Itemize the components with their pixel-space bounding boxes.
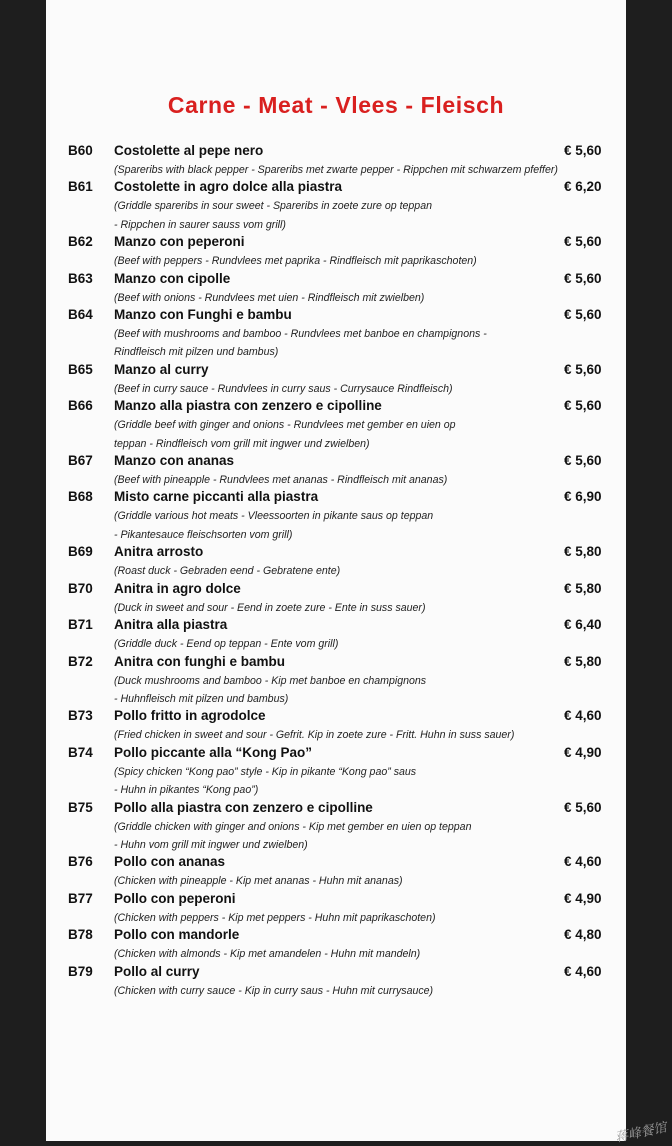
item-code: B79 <box>68 963 93 979</box>
item-price: € 5,60 <box>564 799 602 815</box>
item-price: € 4,60 <box>564 854 602 870</box>
menu-item-header <box>46 234 626 252</box>
menu-item-header <box>46 307 626 325</box>
item-name: Manzo con ananas <box>114 453 235 469</box>
item-price: € 5,80 <box>564 580 602 596</box>
item-name: Manzo con cipolle <box>114 270 231 286</box>
item-price: € 6,40 <box>564 617 602 633</box>
menu-item-header <box>46 398 626 416</box>
item-code: B74 <box>68 744 93 760</box>
menu-item <box>46 362 626 398</box>
item-code: B67 <box>68 453 93 469</box>
item-price: € 5,60 <box>564 234 602 250</box>
menu-item <box>46 234 626 270</box>
menu-item <box>46 453 626 489</box>
item-description: (Beef with mushrooms and bamboo - Rundvlees met banboe en champignons - Rindfleisch mit pilzen und bambus) <box>114 328 487 359</box>
item-code: B65 <box>68 361 93 377</box>
item-price: € 5,80 <box>564 544 602 560</box>
menu-list <box>46 143 626 1000</box>
item-price: € 4,90 <box>564 890 602 906</box>
item-code: B78 <box>68 927 93 943</box>
item-description: (Spicy chicken “Kong pao” style - Kip in pikante “Kong pao” saus - Huhn in pikantes “Kong pao”) <box>114 765 417 797</box>
menu-item-header <box>46 927 626 945</box>
watermark-text: 蒋峰餐馆 <box>614 1120 668 1146</box>
menu-item-header <box>46 745 626 763</box>
item-description: (Chicken with curry sauce - Kip in curry saus - Huhn mit currysauce) <box>114 984 434 997</box>
menu-item-header <box>46 271 626 289</box>
item-name: Anitra arrosto <box>114 544 204 560</box>
item-description: (Beef with onions - Rundvlees met uien - Rindfleisch mit zwielben) <box>114 291 425 304</box>
menu-item-header <box>46 453 626 471</box>
menu-item-header <box>46 708 626 726</box>
item-name: Anitra alla piastra <box>114 617 228 633</box>
menu-page <box>46 0 626 1141</box>
item-price: € 5,60 <box>564 307 602 323</box>
item-name: Pollo piccante alla “Kong Pao” <box>114 744 313 760</box>
item-code: B60 <box>68 143 93 158</box>
item-description: (Beef with peppers - Rundvlees met paprika - Rindfleisch mit paprikaschoten) <box>114 255 477 268</box>
menu-item-header <box>46 179 626 197</box>
item-price: € 5,80 <box>564 653 602 669</box>
item-name: Pollo fritto in agrodolce <box>114 708 266 724</box>
item-code: B70 <box>68 580 93 596</box>
menu-item-header <box>46 891 626 909</box>
item-code: B61 <box>68 179 93 195</box>
item-price: € 6,20 <box>564 179 602 195</box>
item-description: (Duck mushrooms and bamboo - Kip met banboe en champignons - Huhnfleisch mit pilzen und bambus) <box>114 674 427 705</box>
item-description: (Griddle beef with ginger and onions - Rundvlees met gember en uien op teppan - Rindfleisch vom grill mit ingwer und zwielben) <box>114 419 456 450</box>
item-name: Pollo con mandorle <box>114 927 240 943</box>
menu-item <box>46 964 626 1000</box>
item-price: € 5,60 <box>564 270 602 286</box>
item-code: B69 <box>68 544 93 560</box>
item-description: (Griddle duck - Eend op teppan - Ente vom grill) <box>114 638 339 651</box>
menu-item <box>46 891 626 927</box>
item-name: Misto carne piccanti alla piastra <box>114 489 319 505</box>
item-description: (Duck in sweet and sour - Eend in zoete zure - Ente in suss sauer) <box>114 601 426 614</box>
item-description: (Roast duck - Gebraden eend - Gebratene ente) <box>114 565 341 578</box>
menu-item-header <box>46 143 626 161</box>
item-description: (Beef in curry sauce - Rundvlees in curry saus - Currysauce Rindfleisch) <box>114 382 453 395</box>
item-code: B64 <box>68 307 93 323</box>
item-code: B72 <box>68 653 93 669</box>
item-name: Manzo con Funghi e bambu <box>114 307 292 323</box>
menu-item <box>46 179 626 234</box>
menu-item <box>46 854 626 890</box>
menu-item <box>46 307 626 362</box>
menu-item <box>46 927 626 963</box>
menu-item-header <box>46 544 626 562</box>
menu-item-header <box>46 654 626 672</box>
item-price: € 5,60 <box>564 398 602 414</box>
menu-item-header <box>46 362 626 380</box>
menu-item <box>46 708 626 744</box>
item-code: B73 <box>68 708 93 724</box>
menu-item <box>46 617 626 653</box>
menu-item <box>46 143 626 179</box>
item-price: € 4,60 <box>564 963 602 979</box>
item-name: Pollo al curry <box>114 963 200 979</box>
menu-item <box>46 745 626 800</box>
item-name: Pollo con ananas <box>114 854 226 870</box>
item-code: B62 <box>68 234 93 250</box>
item-price: € 5,60 <box>564 453 602 469</box>
item-price: € 4,80 <box>564 927 602 943</box>
item-name: Anitra in agro dolce <box>114 580 241 596</box>
item-description: (Fried chicken in sweet and sour - Gefrit. Kip in zoete zure - Fritt. Huhn in suss sauer) <box>114 729 515 742</box>
item-code: B77 <box>68 890 93 906</box>
menu-item <box>46 581 626 617</box>
item-code: B76 <box>68 854 93 870</box>
menu-item <box>46 398 626 453</box>
item-name: Costolette al pepe nero <box>114 143 264 158</box>
menu-item-header <box>46 854 626 872</box>
menu-item-header <box>46 581 626 599</box>
item-code: B63 <box>68 270 93 286</box>
item-description: (Griddle spareribs in sour sweet - Spareribs in zoete zure op teppan - Rippchen in saurer sauss vom grill) <box>114 200 432 231</box>
item-name: Anitra con funghi e bambu <box>114 653 285 669</box>
item-description: (Griddle chicken with ginger and onions - Kip met gember en uien op teppan - Huhn vom grill mit ingwer und zwielben) <box>114 820 472 851</box>
item-name: Manzo alla piastra con zenzero e cipolline <box>114 398 382 414</box>
item-name: Manzo con peperoni <box>114 234 245 250</box>
item-name: Manzo al curry <box>114 361 209 377</box>
item-code: B66 <box>68 398 93 414</box>
menu-item <box>46 800 626 855</box>
item-description: (Griddle various hot meats - Vleessoorten in pikante saus op teppan - Pikantesauce fleischsorten vom grill) <box>114 510 434 541</box>
menu-title: Carne - Meat - Vlees - Fleisch <box>167 92 505 118</box>
menu-item <box>46 271 626 307</box>
menu-item-header <box>46 964 626 982</box>
item-description: (Chicken with peppers - Kip met peppers - Huhn mit paprikaschoten) <box>114 911 436 924</box>
item-price: € 6,90 <box>564 489 602 505</box>
menu-item <box>46 544 626 580</box>
item-name: Costolette in agro dolce alla piastra <box>114 179 343 195</box>
item-description: (Beef with pineapple - Rundvlees met ananas - Rindfleisch mit ananas) <box>114 474 448 487</box>
menu-item <box>46 489 626 544</box>
item-code: B71 <box>68 617 93 633</box>
item-code: B68 <box>68 489 93 505</box>
menu-item <box>46 654 626 709</box>
menu-item-header <box>46 489 626 507</box>
menu-item-header <box>46 800 626 818</box>
item-name: Pollo alla piastra con zenzero e cipolline <box>114 799 373 815</box>
item-price: € 5,60 <box>564 143 602 158</box>
item-price: € 5,60 <box>564 361 602 377</box>
item-code: B75 <box>68 799 93 815</box>
item-description: (Chicken with almonds - Kip met amandelen - Huhn mit mandeln) <box>114 948 421 961</box>
item-price: € 4,90 <box>564 744 602 760</box>
item-description: (Spareribs with black pepper - Spareribs met zwarte pepper - Rippchen mit schwarzem pfeffer) <box>114 164 558 176</box>
menu-item-header <box>46 617 626 635</box>
item-description: (Chicken with pineapple - Kip met ananas - Huhn mit ananas) <box>114 875 403 888</box>
item-name: Pollo con peperoni <box>114 890 236 906</box>
item-price: € 4,60 <box>564 708 602 724</box>
